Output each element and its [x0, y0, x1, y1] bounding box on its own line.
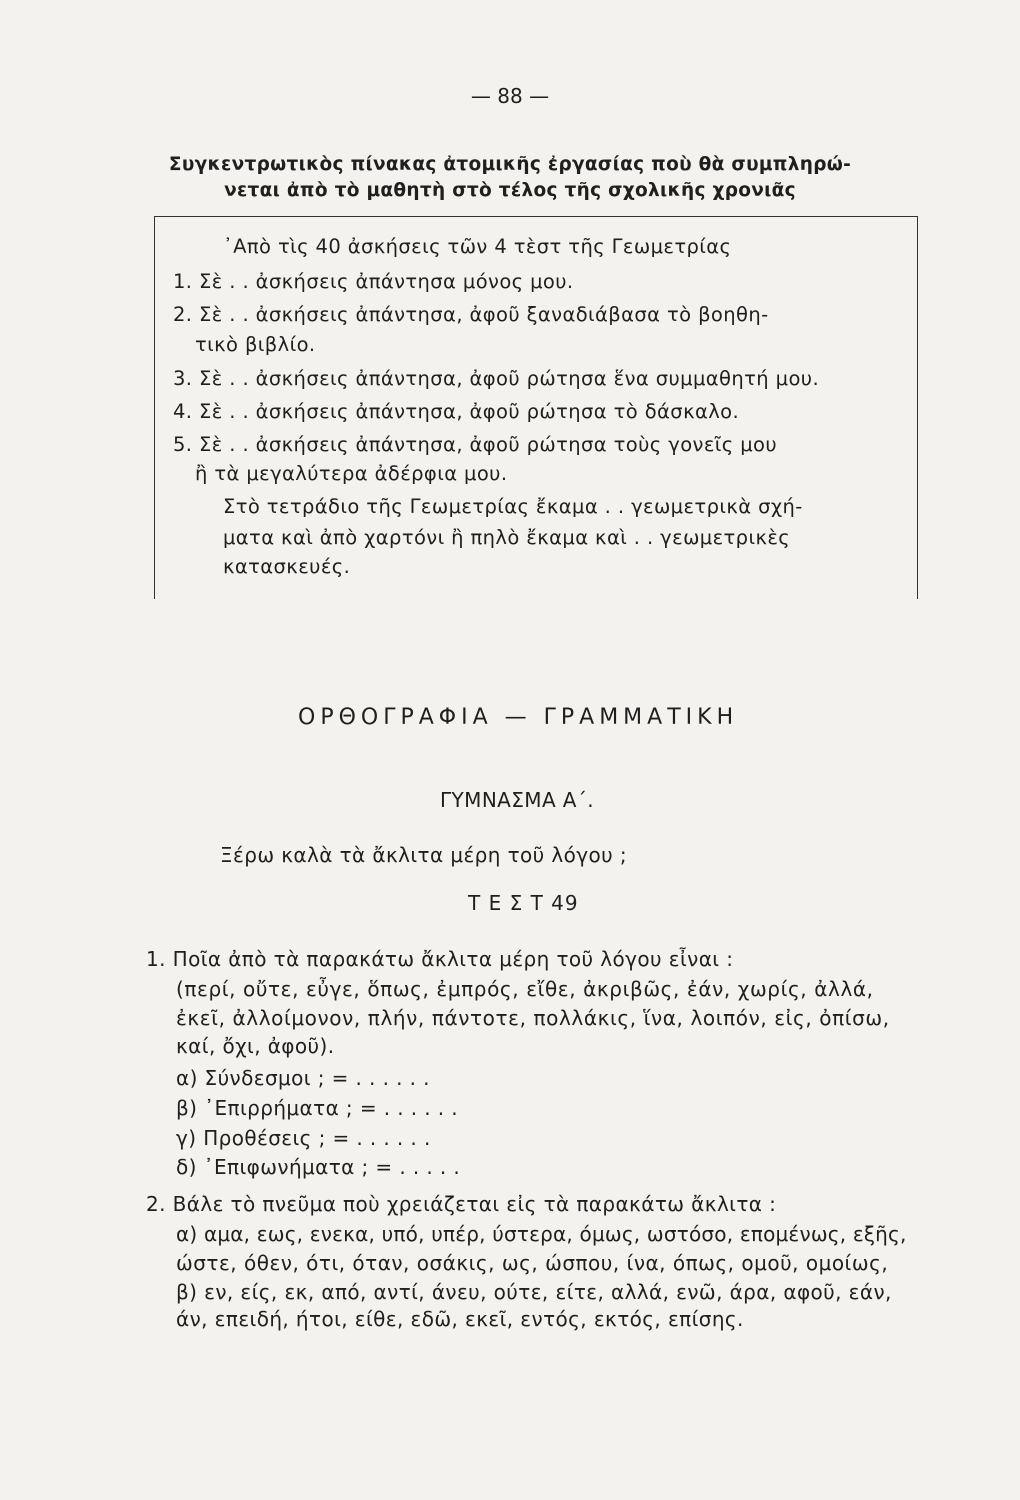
box-item-1: 1. Σὲ . . ἀσκήσεις ἀπάντησα μόνος μου. — [173, 270, 574, 293]
grade-label: ΓΥΜΝΑΣΜΑ Α΄. — [440, 788, 595, 812]
q1-line-4: καί, ὄχι, ἀφοῦ). — [176, 1034, 335, 1058]
q1-answer-b: β) ᾿Επιρρήματα ; = . . . . . . — [176, 1096, 459, 1120]
q2-line-5: άν, επειδή, ήτοι, είθε, εδῶ, εκεῖ, εντός, εκτός, επίσης. — [176, 1307, 744, 1331]
q1-line-3: ἐκεῖ, ἀλλοίμονον, πλήν, πάντοτε, πολλάκις, ἵνα, λοιπόν, εἰς, ὀπίσω, — [176, 1006, 890, 1030]
section-heading: ΟΡΘΟΓΡΑΦΙΑ — ΓΡΑΜΜΑΤΙΚΗ — [298, 705, 739, 730]
test-label: Τ Ε Σ Τ 49 — [468, 891, 579, 915]
q1-answer-a: α) Σύνδεσμοι ; = . . . . . . — [176, 1066, 430, 1090]
q2-line-3: ώστε, όθεν, ότι, όταν, οσάκις, ως, ώσπου, ίνα, όπως, ομοῦ, ομοίως, — [176, 1251, 889, 1275]
q2-line-4: β) εν, είς, εκ, από, αντί, άνευ, ούτε, είτε, αλλά, ενῶ, άρα, αφοῦ, εάν, — [176, 1280, 892, 1304]
q1-line-1: 1. Ποῖα ἀπὸ τὰ παρακάτω ἄκλιτα μέρη τοῦ λόγου εἶναι : — [146, 947, 734, 971]
page-number: — 88 — — [470, 84, 550, 108]
q1-answer-d: δ) ᾿Επιφωνήματα ; = . . . . . — [176, 1155, 461, 1179]
box-item-5-cont: ἢ τὰ μεγαλύτερα ἀδέρφια μου. — [195, 462, 508, 485]
box-item-5: 5. Σὲ . . ἀσκήσεις ἀπάντησα, ἀφοῦ ρώτησα τοὺς γονεῖς μου — [173, 433, 778, 456]
question-text: Ξέρω καλὰ τὰ ἄκλιτα μέρη τοῦ λόγου ; — [220, 843, 628, 867]
box-item-3: 3. Σὲ . . ἀσκήσεις ἀπάντησα, ἀφοῦ ρώτησα ἕνα συμμαθητή μου. — [173, 367, 820, 390]
q1-line-2: (περί, οὔτε, εὖγε, ὅπως, ἐμπρός, εἴθε, ἀκριβῶς, ἐάν, χωρίς, ἀλλά, — [176, 977, 874, 1001]
q2-line-2: α) αμα, εως, ενεκα, υπό, υπέρ, ύστερα, όμως, ωστόσο, επομένως, εξῆς, — [176, 1222, 907, 1246]
q2-line-1: 2. Βάλε τὸ πνεῦμα ποὺ χρειάζεται εἰς τὰ παρακάτω ἄκλιτα : — [146, 1192, 777, 1216]
summary-box — [154, 216, 918, 599]
box-notebook-1: Στὸ τετράδιο τῆς Γεωμετρίας ἔκαμα . . γεωμετρικὰ σχή- — [223, 495, 803, 518]
box-notebook-2: ματα καὶ ἀπὸ χαρτόνι ἢ πηλὸ ἔκαμα καὶ . . γεωμετρικὲς — [223, 526, 791, 549]
table-title-line-1: Συγκεντρωτικὸς πίνακας ἀτομικῆς ἐργασίας ποὺ θὰ συμπληρώ- — [168, 154, 852, 175]
box-notebook-3: κατασκευές. — [223, 555, 351, 578]
table-title-line-2: νεται ἀπὸ τὸ μαθητὴ στὸ τέλος τῆς σχολικῆς χρονιᾶς — [224, 180, 796, 201]
box-item-4: 4. Σὲ . . ἀσκήσεις ἀπάντησα, ἀφοῦ ρώτησα τὸ δάσκαλο. — [173, 400, 740, 423]
box-item-2: 2. Σὲ . . ἀσκήσεις ἀπάντησα, ἀφοῦ ξαναδιάβασα τὸ βοηθη- — [173, 303, 769, 326]
box-intro: ᾿Απὸ τὶς 40 ἀσκήσεις τῶν 4 τὲστ τῆς Γεωμετρίας — [223, 235, 732, 258]
box-item-2-cont: τικὸ βιβλίο. — [195, 333, 316, 356]
q1-answer-c: γ) Προθέσεις ; = . . . . . . — [176, 1126, 431, 1150]
